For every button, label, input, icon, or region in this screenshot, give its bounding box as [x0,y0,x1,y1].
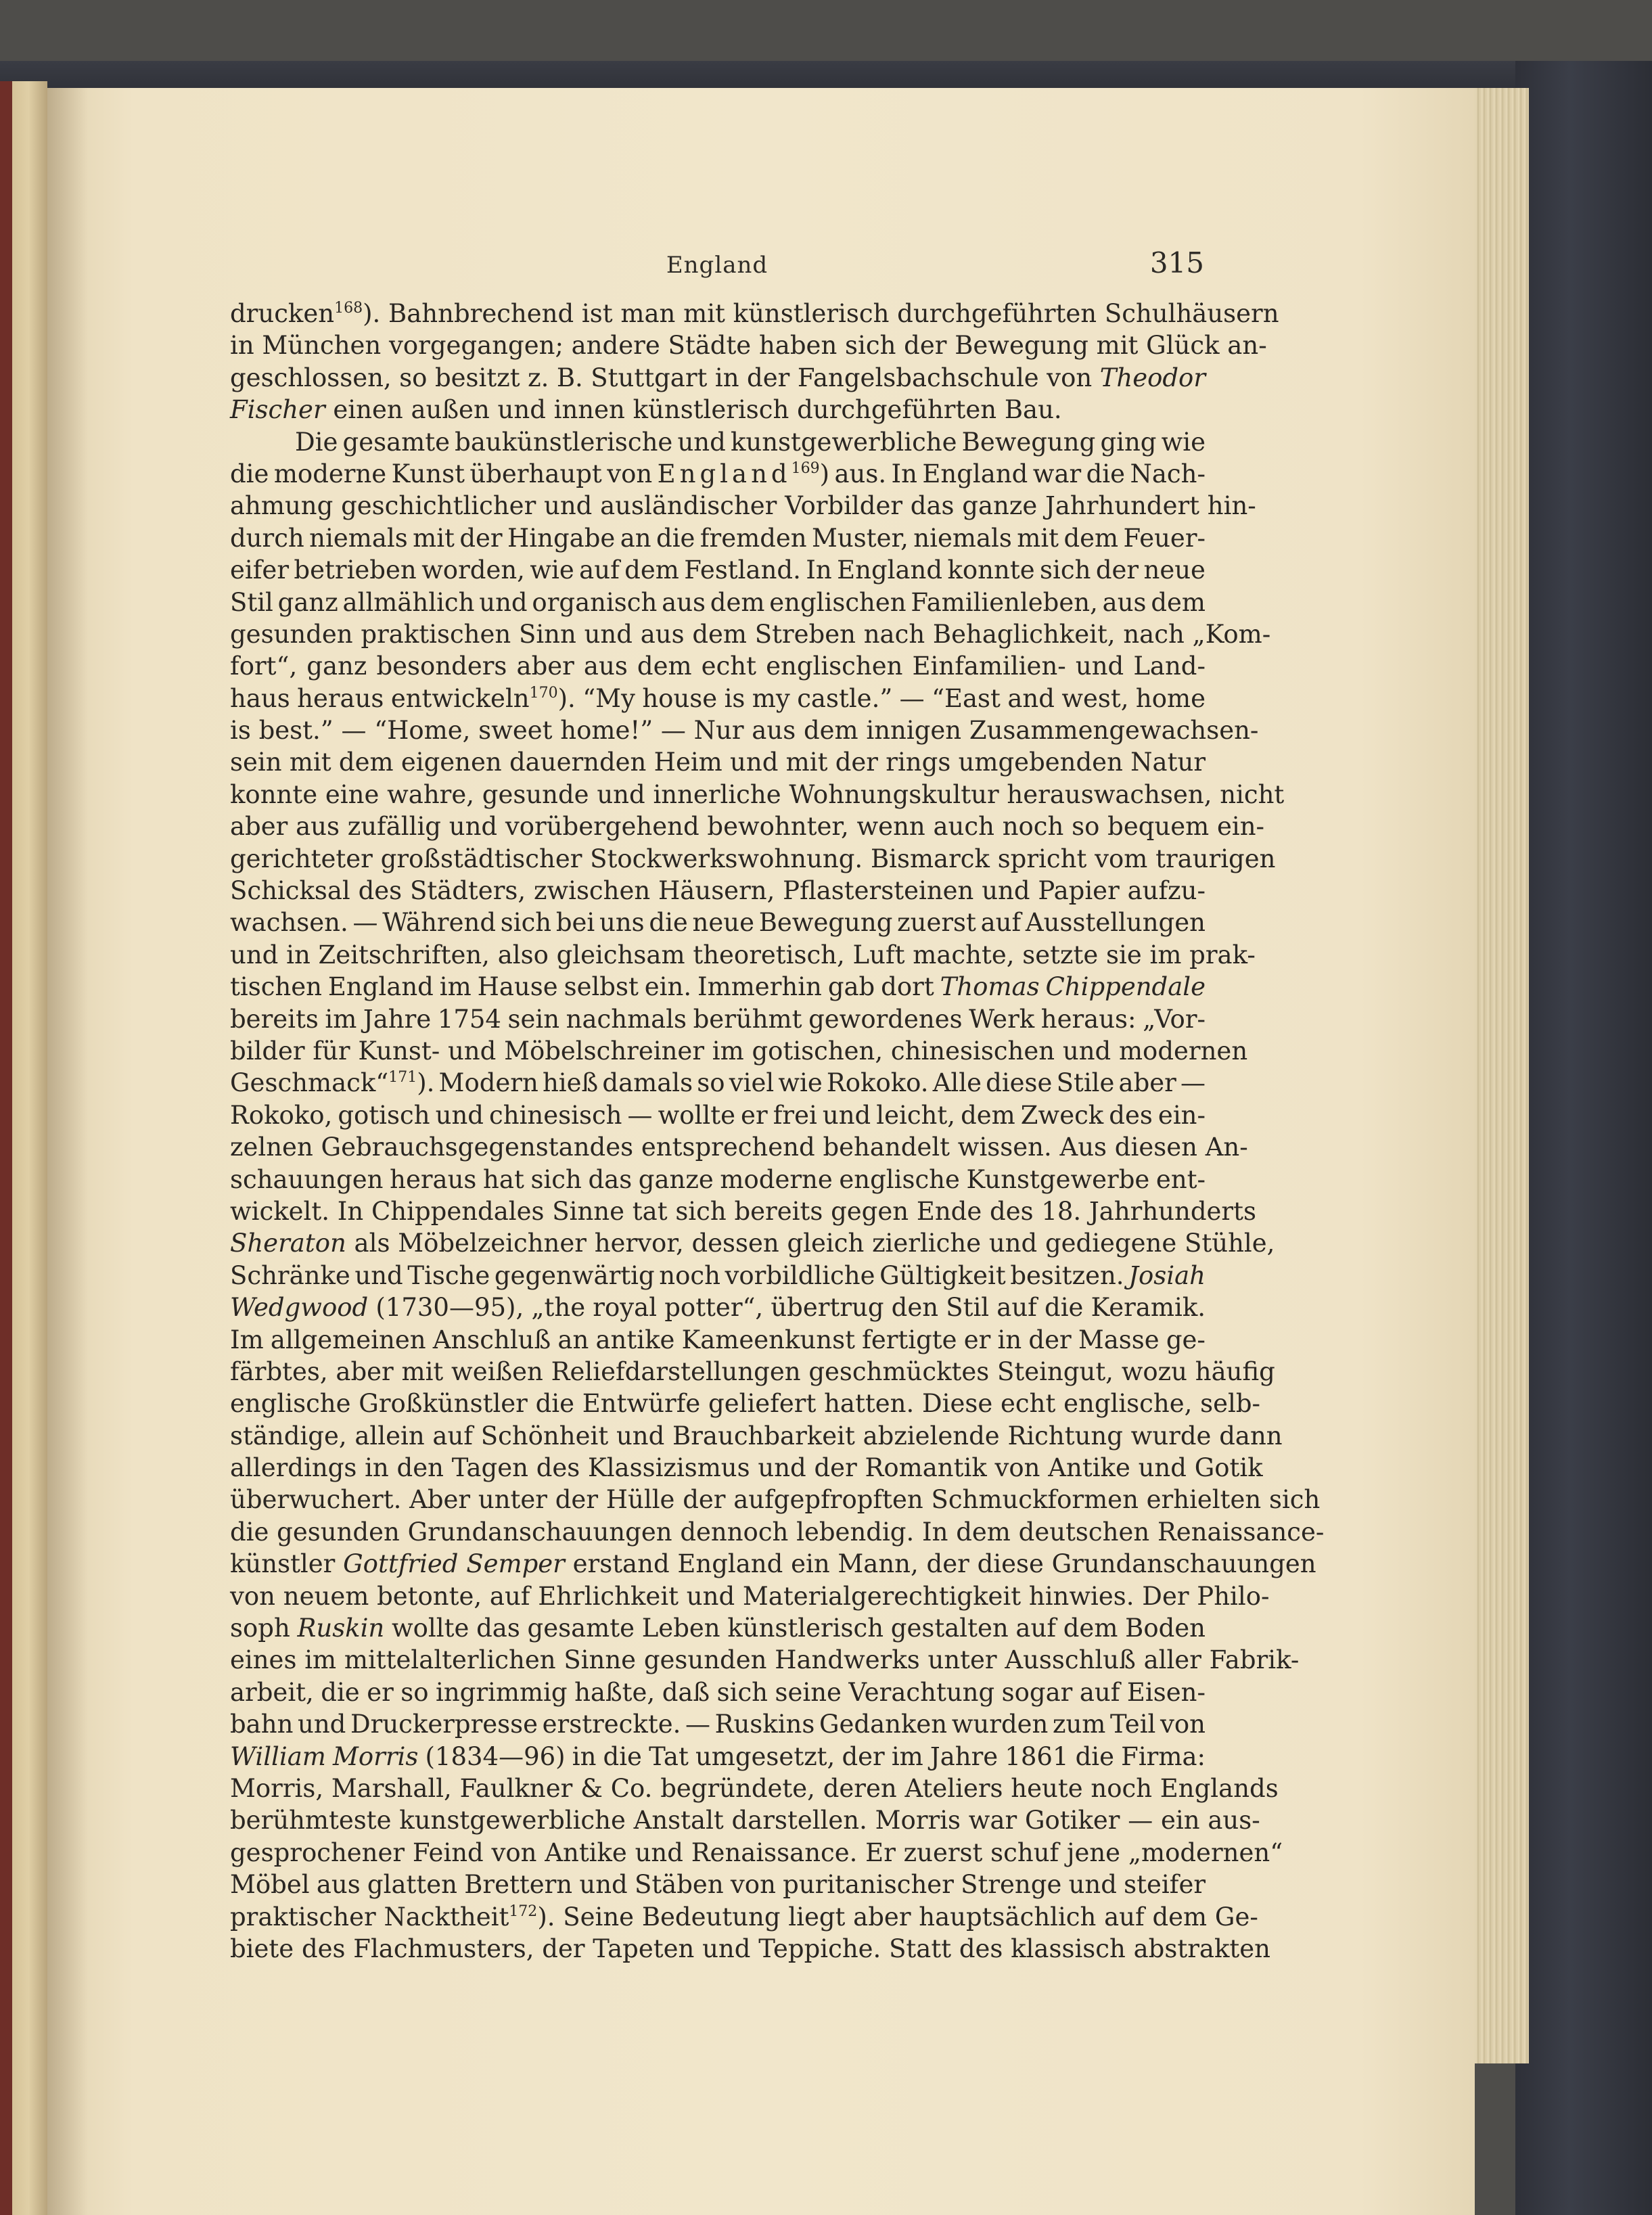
text-line: die gesunden Grundanschauungen dennoch lebendig. In dem deutschen Renaissance- [230,1517,1325,1547]
text-line: allerdings in den Tagen des Klassizismus und der Romantik von Antike und Gotik [230,1453,1263,1483]
text-line: die moderne Kunst überhaupt von England$^{169}$) aus. In England war die Nach- [230,459,1206,488]
text-line: Geschmack“$^{171}$). Modern hieß damals so viel wie Rokoko. Alle diese Stile aber — [230,1068,1206,1098]
text-line: geschlossen, so besitzt z. B. Stuttgart in der Fangelsbachschule von Theodor [230,363,1206,392]
text-line: bereits im Jahre 1754 sein nachmals berühmt gewordenes Werk heraus: „Vor- [230,1004,1206,1034]
text-line: Fischer einen außen und innen künstlerisch durchgeführten Bau. [230,395,1062,425]
text-line: englische Großkünstler die Entwürfe geliefert hatten. Diese echt englische, selb- [230,1389,1261,1419]
text-line: sein mit dem eigenen dauernden Heim und mit der rings umgebenden Natur [230,748,1206,777]
text-line: färbtes, aber mit weißen Reliefdarstellungen geschmücktes Steingut, wozu häufig [230,1356,1275,1386]
text-line: Möbel aus glatten Brettern und Stäben von puritanischer Strenge und steifer [230,1870,1206,1900]
text-line: konnte eine wahre, gesunde und innerliche Wohnungskultur herauswachsen, nicht [230,779,1285,809]
text-line: ständige, allein auf Schönheit und Brauchbarkeit abzielende Richtung wurde dann [230,1421,1283,1451]
text-line: praktischer Nacktheit$^{172}$). Seine Bedeutung liegt aber hauptsächlich auf dem Ge- [230,1902,1258,1932]
text-line: ahmung geschichtlicher und ausländischer Vorbilder das ganze Jahrhundert hin- [230,491,1256,521]
page-stack-edges [1468,88,1529,2063]
text-line: Die gesamte baukünstlerische und kunstgewerbliche Bewegung ging wie [295,427,1206,457]
text-line: gesunden praktischen Sinn und aus dem Streben nach Behaglichkeit, nach „Kom- [230,619,1271,649]
text-line: Rokoko, gotisch und chinesisch — wollte er frei und leicht, dem Zweck des ein- [230,1100,1206,1130]
text-line: soph Ruskin wollte das gesamte Leben künstlerisch gestalten auf dem Boden [230,1614,1206,1643]
text-line: gerichteter großstädtischer Stockwerkswohnung. Bismarck spricht vom traurigen [230,844,1276,873]
text-line: wickelt. In Chippendales Sinne tat sich bereits gegen Ende des 18. Jahrhunderts [230,1196,1256,1226]
text-line: tischen England im Hause selbst ein. Immerhin gab dort Thomas Chippendale [230,972,1206,1002]
text-line: und in Zeitschriften, also gleichsam theoretisch, Luft machte, setzte sie im prak- [230,940,1256,969]
text-line: Schicksal des Städters, zwischen Häusern, Pflastersteinen und Papier aufzu- [230,876,1206,906]
text-line: von neuem betonte, auf Ehrlichkeit und Materialgerechtigkeit hinwies. Der Philo- [230,1581,1270,1611]
text-line: in München vorgegangen; andere Städte haben sich der Bewegung mit Glück an- [230,331,1267,361]
book-cover-right-edge [1515,61,1652,2215]
text-line: berühmteste kunstgewerbliche Anstalt darstellen. Morris war Gotiker — ein aus- [230,1806,1260,1835]
running-head-title: England [666,252,768,279]
text-line: schauungen heraus hat sich das ganze moderne englische Kunstgewerbe ent- [230,1164,1206,1194]
text-line: wachsen. — Während sich bei uns die neue Bewegung zuerst auf Ausstellungen [230,908,1206,938]
gutter-shadow [47,88,88,2215]
text-line: aber aus zufällig und vorübergehend bewohnter, wenn auch noch so bequem ein- [230,812,1265,842]
text-line: Wedgwood (1730—95), „the royal potter“, übertrug den Stil auf die Keramik. [230,1293,1206,1323]
text-line: Sheraton als Möbelzeichner hervor, dessen gleich zierliche und gediegene Stühle, [230,1229,1275,1258]
text-line: zelnen Gebrauchsgegenstandes entsprechend behandelt wissen. Aus diesen An- [230,1133,1248,1162]
book-spine-strip [0,81,12,2215]
text-line: Morris, Marshall, Faulkner & Co. begründete, deren Ateliers heute noch Englands [230,1773,1279,1803]
text-line: arbeit, die er so ingrimmig haßte, daß sich seine Verachtung sogar auf Eisen- [230,1677,1206,1707]
text-line: bahn und Druckerpresse erstreckte. — Ruskins Gedanken wurden zum Teil von [230,1710,1206,1739]
text-line: durch niemals mit der Hingabe an die fremden Muster, niemals mit dem Feuer- [230,523,1206,553]
text-line: is best.” — “Home, sweet home!” — Nur aus dem innigen Zusammengewachsen- [230,716,1259,746]
text-line: Schränke und Tische gegenwärtig noch vorbildliche Gültigkeit besitzen. Josiah [230,1260,1206,1290]
text-line: William Morris (1834—96) in die Tat umgesetzt, der im Jahre 1861 die Firma: [230,1741,1206,1771]
text-line: eifer betrieben worden, wie auf dem Festland. In England konnte sich der neue [230,555,1206,585]
text-line: drucken$^{168}$). Bahnbrechend ist man mit künstlerisch durchgeführten Schulhäusern [230,299,1279,328]
page-number: 315 [1149,246,1204,279]
text-line: haus heraus entwickeln$^{170}$). “My house is my castle.” — “East and west, home [230,683,1206,713]
text-line: Im allgemeinen Anschluß an antike Kameenkunst fertigte er in der Masse ge- [230,1325,1206,1354]
text-line: fort“, ganz besonders aber aus dem echt englischen Einfamilien- und Land- [230,652,1206,681]
text-line: künstler Gottfried Semper erstand England ein Mann, der diese Grundanschauungen [230,1549,1316,1579]
text-line: gesprochener Feind von Antike und Renaissance. Er zuerst schuf jene „modernen“ [230,1837,1283,1867]
text-line: bilder für Kunst- und Möbelschreiner im gotischen, chinesischen und modernen [230,1036,1248,1066]
text-line: Stil ganz allmählich und organisch aus dem englischen Familienleben, aus dem [230,587,1206,617]
text-line: eines im mittelalterlichen Sinne gesunden Handwerks unter Ausschluß aller Fabrik- [230,1645,1300,1675]
text-line: biete des Flachmusters, der Tapeten und Teppiche. Statt des klassisch abstrakten [230,1934,1270,1963]
text-line: überwuchert. Aber unter der Hülle der aufgepfropften Schmuckformen erhielten sich [230,1485,1321,1515]
body-text [230,298,1325,1963]
